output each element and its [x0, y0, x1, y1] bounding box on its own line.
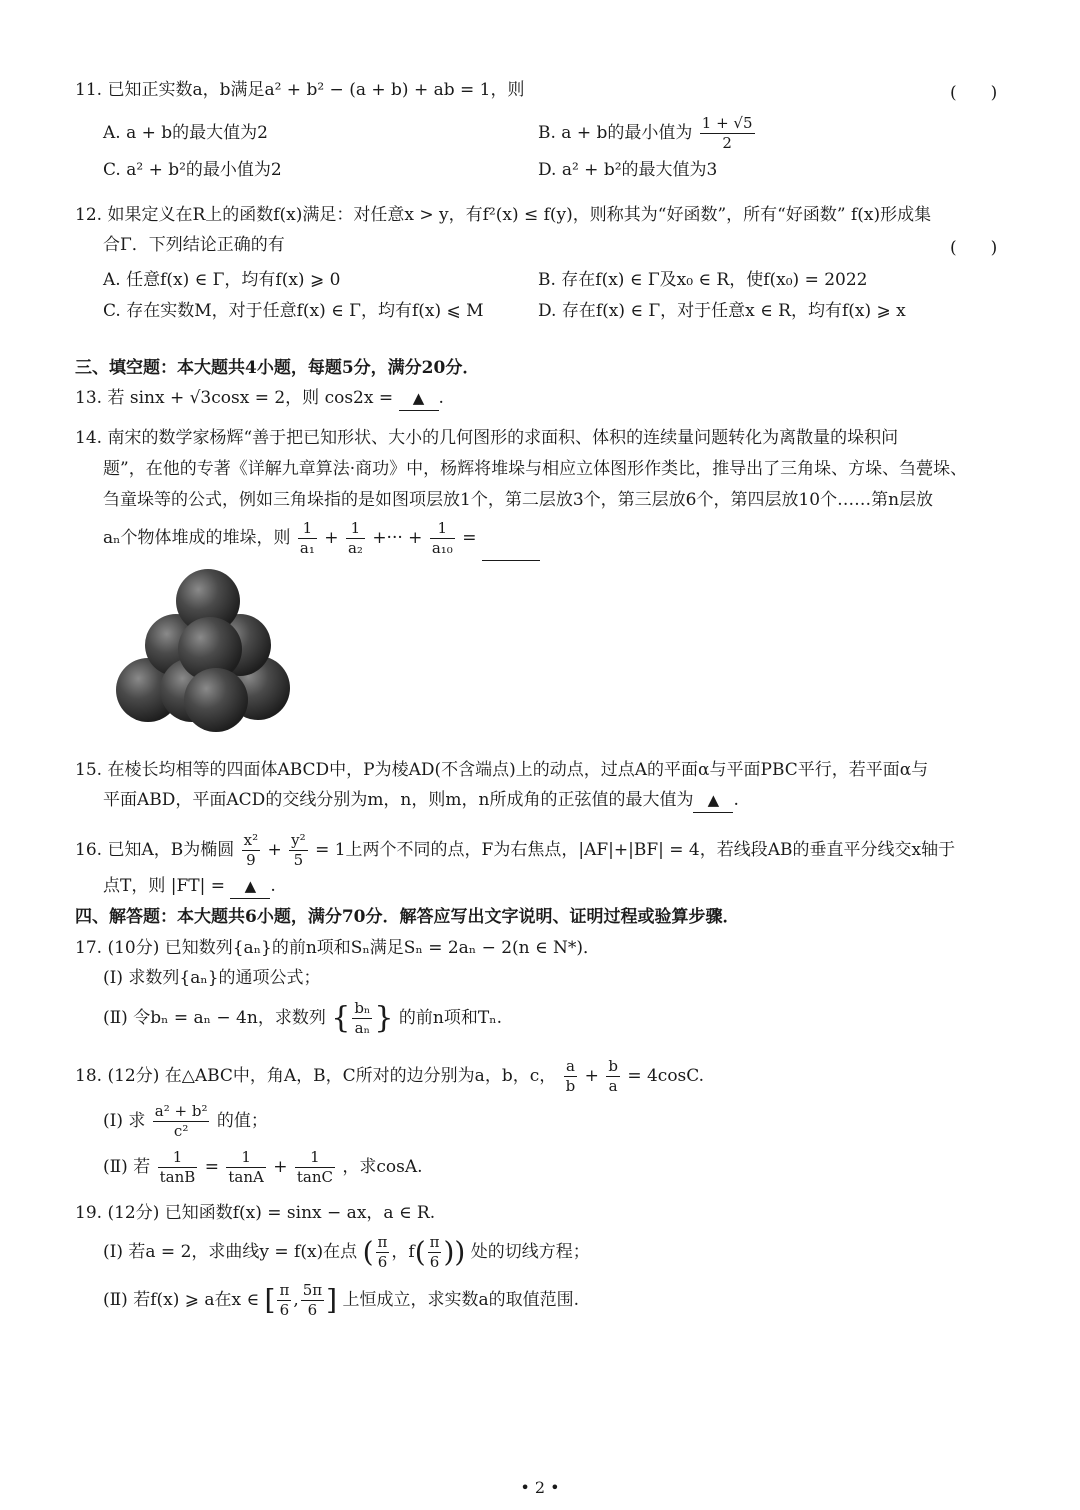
- q11-option-b-text: B. a + b的最小值为: [538, 123, 693, 143]
- q18-part1-text: (Ⅰ) 求: [103, 1111, 146, 1131]
- q17-stem: 17. (10分) 已知数列{aₙ}的前n项和Sₙ满足Sₙ = 2aₙ − 2(n ∈ N*)．: [75, 938, 601, 958]
- q19-interval-left: $\frac{\pi}{6}$: [279, 1281, 290, 1319]
- q18-part2-text: (Ⅱ) 若: [103, 1157, 151, 1177]
- q13-end: .: [438, 388, 444, 408]
- q14-line4: aₙ个物体堆成的堆垛，则 $\frac{1}{\text{a₁}}$ + $\frac{1}{\text{a₂}}$ +··· + $\frac{1}{\text{a₁₀}}$ =: [103, 516, 540, 561]
- q19-stem: 19. (12分) 已知函数f(x) = sinx − ax，a ∈ R.: [75, 1203, 436, 1223]
- q12-answer-paren: ( ): [950, 238, 998, 258]
- q13-text: 13. 若 sinx + √3cosx = 2，则 cos2x =: [75, 388, 399, 408]
- q16-line1: 16. 已知A，B为椭圆 $\frac{\text{x²}}{9}$ + $\frac{\text{y²}}{5}$ = 1上两个不同的点，F为右焦点，|AF|+|BF| = 4，若线段AB的垂直平分线交x轴于: [75, 831, 956, 869]
- q16-end: .: [270, 876, 276, 896]
- q11-option-b: [538, 114, 757, 153]
- q16-fraction-x: $\frac{\text{x²}}{9}$: [243, 831, 259, 869]
- q19-fraction-pi6-b: $\frac{\pi}{6}$: [429, 1233, 440, 1271]
- q14-equals: =: [462, 528, 482, 548]
- q18-fraction-tanb: $\frac{1}{\tan B}$: [159, 1148, 196, 1186]
- q17-fraction: $\frac{\text{bₙ}}{\text{aₙ}}$: [354, 999, 371, 1037]
- page-number: • 2 •: [520, 1478, 560, 1497]
- q12-option-a: A. 任意f(x) ∈ Γ，均有f(x) ⩾ 0: [103, 270, 341, 290]
- q18-part1: [103, 1099, 268, 1143]
- q14-answer-blank: [482, 516, 540, 561]
- q14-fraction-1: $\frac{1}{\text{a₁}}$: [299, 519, 315, 557]
- q17-part2: (Ⅱ) 令bₙ = aₙ − 4n，求数列 { $\frac{\text{bₙ}}{\text{aₙ}}$ } 的前n项和Tₙ.: [103, 999, 502, 1037]
- q11-answer-paren: ( ): [950, 83, 998, 103]
- q18-part1-end: 的值；: [216, 1111, 268, 1131]
- q15-line2-text: 平面ABD，平面ACD的交线分别为m，n，则m，n所成角的正弦值的最大值为: [103, 790, 694, 810]
- q13: [75, 386, 444, 411]
- q18-part2: (Ⅱ) 若 $\frac{1}{\tan B}$ = $\frac{1}{\tan A}$ + $\frac{1}{\tan C}$ ，求cosA.: [103, 1148, 423, 1186]
- q11-stem: 11. 已知正实数a，b满足a² + b² − (a + b) + ab = 1，则: [75, 80, 525, 100]
- q14-line2: 题”，在他的专著《详解九章算法·商功》中，杨辉将堆垛与相应立体图形作类比，推导出了三角垛、方垛、刍甍垛、: [103, 459, 968, 479]
- q17-part2-text: (Ⅱ) 令bₙ = aₙ − 4n，求数列: [103, 1008, 326, 1028]
- q16-answer-blank: ▲: [230, 874, 270, 899]
- q13-answer-blank: ▲: [399, 386, 439, 411]
- section-4-heading: 四、解答题：本大题共6小题，满分70分．解答应写出文字说明、证明过程或验算步骤．: [75, 907, 740, 927]
- q18-fraction-tanc: $\frac{1}{\tan C}$: [296, 1148, 333, 1186]
- q19-part2-end: 上恒成立，求实数a的取值范围.: [342, 1290, 580, 1310]
- q15-answer-blank: ▲: [693, 788, 733, 813]
- q16-line2: [103, 874, 276, 899]
- q19-fraction-pi6: $\frac{\pi}{6}$: [377, 1233, 388, 1271]
- q18-fraction-ba: $\frac{b}{a}$: [608, 1057, 618, 1095]
- q16-text-rest: = 1上两个不同的点，F为右焦点，|AF|+|BF| = 4，若线段AB的垂直平分线交x轴于: [315, 840, 956, 860]
- q16-text: 16. 已知A，B为椭圆: [75, 840, 235, 860]
- q12-option-b: B. 存在f(x) ∈ Γ及x₀ ∈ R，使f(x₀) = 2022: [538, 270, 868, 290]
- q17-part2-end: 的前n项和Tₙ.: [398, 1008, 502, 1028]
- q14-line1: 14. 南宋的数学家杨辉“善于把已知形状、大小的几何图形的求面积、体积的连续量问题转化为离散量的垛积问: [75, 428, 899, 448]
- q14-line3: 刍童垛等的公式，例如三角垛指的是如图项层放1个，第二层放3个，第三层放6个，第四层放10个……第n层放: [103, 490, 934, 510]
- q16-fraction-y: $\frac{\text{y²}}{5}$: [291, 831, 306, 869]
- q18-part2-end: ，求cosA.: [342, 1157, 423, 1177]
- q15-end: .: [733, 790, 739, 810]
- q18-stem: 18. (12分) 在△ABC中，角A，B，C所对的边分别为a，b，c， $\frac{a}{b}$ + $\frac{b}{a}$ = 4cosC.: [75, 1057, 705, 1095]
- q11-option-b-fraction: $\frac{1 + √5}{2}$: [701, 114, 753, 152]
- sphere: [184, 668, 248, 732]
- q18-fraction-tana: $\frac{1}{\tan A}$: [228, 1148, 264, 1186]
- triangular-pile-figure: [110, 565, 300, 735]
- q19-part2-text: (Ⅱ) 若f(x) ⩾ a在x ∈: [103, 1290, 260, 1310]
- q14-fraction-2: $\frac{1}{\text{a₂}}$: [347, 519, 363, 557]
- q17-part1: (Ⅰ) 求数列{aₙ}的通项公式；: [103, 968, 321, 988]
- q14-fraction-10: $\frac{1}{\text{a₁₀}}$: [431, 519, 453, 557]
- q12-stem-line2: 合Γ．下列结论正确的有: [103, 235, 285, 255]
- q16-line2-text: 点T，则 |FT| =: [103, 876, 231, 896]
- q19-part1-text: (Ⅰ) 若a = 2，求曲线y = f(x)在点: [103, 1242, 358, 1262]
- q19-part1-end: 处的切线方程；: [470, 1242, 590, 1262]
- q18-stem-end: = 4cosC.: [627, 1066, 705, 1086]
- q12-option-d: D. 存在f(x) ∈ Γ，对于任意x ∈ R，均有f(x) ⩾ x: [538, 301, 906, 321]
- q19-part1: (Ⅰ) 若a = 2，求曲线y = f(x)在点 ( $\frac{\pi}{6}$ ，f( $\frac{\pi}{6}$ )) 处的切线方程；: [103, 1233, 590, 1271]
- q12-stem-line1: 12. 如果定义在R上的函数f(x)满足：对任意x > y，有f²(x) ≤ f(y)，则称其为“好函数”，所有“好函数” f(x)形成集: [75, 205, 932, 225]
- q11-option-d: D. a² + b²的最大值为3: [538, 160, 718, 180]
- q18-fraction-ab: $\frac{a}{b}$: [565, 1057, 576, 1095]
- q15-line1: 15. 在棱长均相等的四面体ABCD中，P为棱AD(不含端点)上的动点，过点A的平面α与平面PBC平行，若平面α与: [75, 760, 929, 780]
- q18-part1-fraction: $\frac{\text{a² + b²}}{\text{c²}}$: [154, 1102, 208, 1140]
- q19-interval-right: $\frac{5\pi}{6}$: [302, 1281, 323, 1319]
- q19-part2: (Ⅱ) 若f(x) ⩾ a在x ∈ [ $\frac{\pi}{6}$ , $\frac{5\pi}{6}$ ] 上恒成立，求实数a的取值范围.: [103, 1281, 580, 1319]
- q14-line4-text: aₙ个物体堆成的堆垛，则: [103, 528, 291, 548]
- q11-option-c: C. a² + b²的最小值为2: [103, 160, 282, 180]
- q18-stem-text: 18. (12分) 在△ABC中，角A，B，C所对的边分别为a，b，c，: [75, 1066, 557, 1086]
- q14-ellipsis: +··· +: [372, 528, 423, 548]
- q11-option-a: A. a + b的最大值为2: [103, 123, 268, 143]
- q15-line2: [103, 788, 739, 813]
- section-3-heading: 三、填空题：本大题共4小题，每题5分，满分20分．: [75, 358, 480, 378]
- q12-option-c: C. 存在实数M，对于任意f(x) ∈ Γ，均有f(x) ⩽ M: [103, 301, 484, 321]
